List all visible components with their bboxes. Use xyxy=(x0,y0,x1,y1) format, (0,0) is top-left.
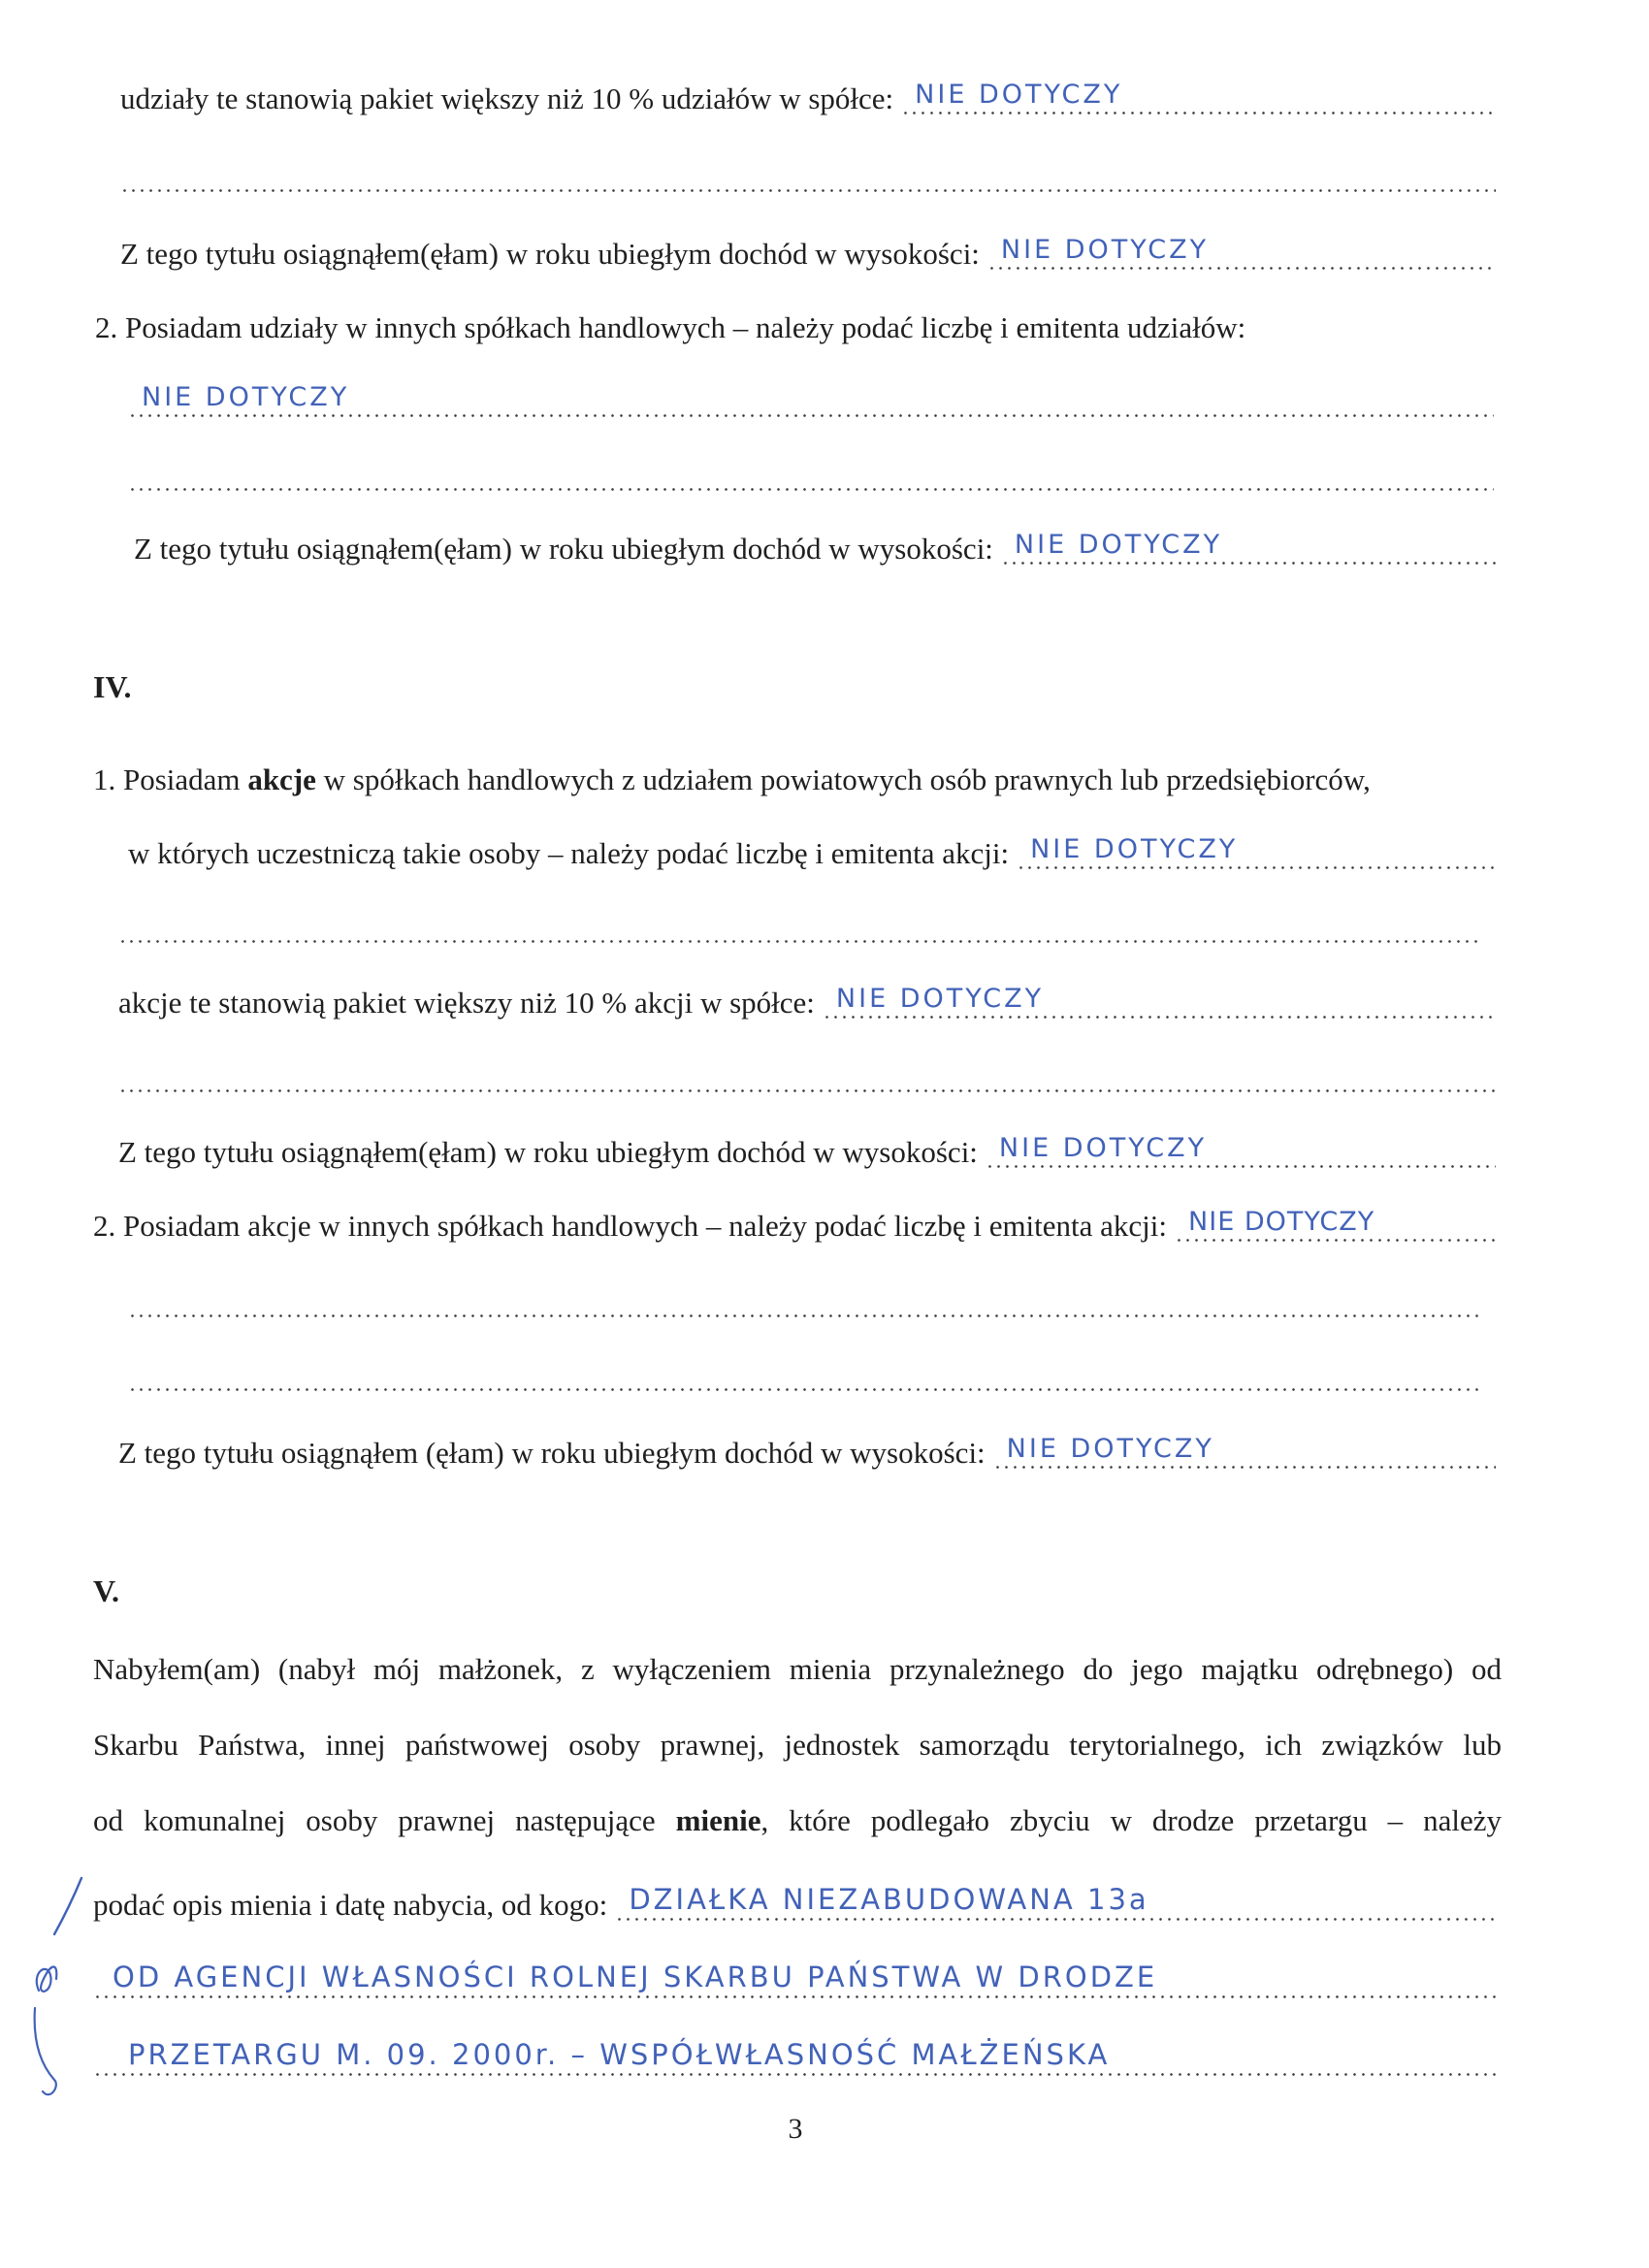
line-label: Z tego tytułu osiągnąłem(ęłam) w roku ubiegłym dochód w wysokości: xyxy=(118,1134,978,1169)
answer-line-mienie-3 xyxy=(93,2020,1496,2078)
line-label: w których uczestniczą takie osoby – należy podać liczbę i emitenta akcji: xyxy=(128,835,1010,870)
fill-line xyxy=(128,376,1494,419)
item-label: 2. Posiadam udziały w innych spółkach handlowych – należy podać liczbę i emitenta udziałów: xyxy=(95,309,1246,344)
line-label: 2. Posiadam akcje w innych spółkach handlowych – należy podać liczbę i emitenta akcji: xyxy=(93,1208,1168,1243)
handwritten-initials xyxy=(21,1872,89,2105)
fill-line xyxy=(993,1428,1496,1471)
fill-line xyxy=(120,151,1496,194)
fill-line xyxy=(118,902,1480,945)
fill-line xyxy=(93,1958,1496,2000)
fill-line xyxy=(93,2035,1496,2078)
line-label: akcje te stanowią pakiet większy niż 10 % akcji w spółce: xyxy=(118,985,815,1020)
handwritten-answer: NIE DOTYCZY xyxy=(1030,833,1239,864)
fill-line xyxy=(615,1880,1496,1923)
fill-line xyxy=(128,450,1494,493)
fill-line xyxy=(1001,524,1496,567)
section-heading-v: V. xyxy=(93,1573,119,1608)
line-opis-mienia xyxy=(93,1864,1496,1923)
handwritten-answer: OD AGENCJI WŁASNOŚCI ROLNEJ SKARBU PAŃSTWA W DRODZE xyxy=(113,1960,1158,1994)
page-number: 3 xyxy=(788,2113,803,2145)
blank-line xyxy=(128,1335,1480,1393)
line-dochod-1 xyxy=(120,213,1496,272)
item-1-akcje-line1 xyxy=(93,739,1509,797)
blank-line xyxy=(128,435,1494,493)
line-label: udziały te stanowią pakiet większy niż 10 % udziałów w spółce: xyxy=(120,81,894,115)
fill-line xyxy=(128,1277,1480,1319)
bold-term: akcje xyxy=(247,761,316,796)
handwritten-answer: NIE DOTYCZY xyxy=(142,381,350,412)
handwritten-answer: NIE DOTYCZY xyxy=(1014,529,1223,560)
blank-line xyxy=(118,1036,1496,1094)
handwritten-answer: NIE DOTYCZY xyxy=(835,983,1045,1014)
handwritten-answer: NIE DOTYCZY xyxy=(915,79,1123,110)
line-label: Z tego tytułu osiągnąłem (ęłam) w roku ubiegłym dochód w wysokości: xyxy=(118,1435,986,1470)
handwritten-answer: NIE DOTYCZY xyxy=(1000,234,1210,265)
line-label: Z tego tytułu osiągnąłem(ęłam) w roku ubiegłym dochód w wysokości: xyxy=(134,531,993,566)
blank-line xyxy=(128,1261,1480,1319)
item-2-udzialy xyxy=(95,287,1502,345)
paragraph-line: Nabyłem(am) (nabył mój małżonek, z wyłączeniem mienia przynależnego do jego majątku odrębnego) od xyxy=(93,1652,1502,1686)
line-akcje-pakiet xyxy=(118,962,1496,1021)
line-dochod-4 xyxy=(118,1412,1496,1471)
item-label: 1. Posiadam akcje w spółkach handlowych z udziałem powiatowych osób prawnych lub przedsiębiorców, xyxy=(93,761,1371,796)
section-heading-iv: IV. xyxy=(93,669,132,704)
fill-line xyxy=(901,74,1496,116)
line-dochod-2 xyxy=(134,508,1496,567)
fill-line xyxy=(128,1350,1480,1393)
handwritten-answer: NIE DOTYCZY xyxy=(1006,1433,1214,1464)
fill-line xyxy=(823,978,1496,1021)
line-udzialy-pakiet xyxy=(120,58,1496,116)
paragraph-line: od komunalnej osoby prawnej następujące mienie, które podlegało zbyciu w drodze przetargu – należy xyxy=(93,1803,1503,1837)
line-dochod-3 xyxy=(118,1112,1496,1170)
fill-line xyxy=(1017,828,1496,871)
fill-line xyxy=(987,229,1496,272)
handwritten-answer: NIE DOTYCZY xyxy=(998,1132,1208,1163)
answer-line-udzialy xyxy=(128,361,1494,419)
blank-line xyxy=(120,136,1496,194)
blank-line xyxy=(118,887,1480,945)
handwritten-answer: PRZETARGU M. 09. 2000r. – WSPÓŁWŁASNOŚĆ MAŁŻEŃSKA xyxy=(128,2038,1111,2072)
bold-term: mienie xyxy=(675,1803,761,1837)
fill-line xyxy=(1175,1201,1496,1244)
handwritten-answer: NIE DOTYCZY xyxy=(1188,1206,1375,1237)
item-1-akcje-line2 xyxy=(128,813,1496,871)
line-label: podać opis mienia i datę nabycia, od kogo: xyxy=(93,1887,608,1922)
fill-line xyxy=(118,1052,1496,1094)
answer-line-mienie-2 xyxy=(93,1942,1496,2000)
item-2-akcje xyxy=(93,1185,1496,1244)
handwritten-answer: DZIAŁKA NIEZABUDOWANA 13a xyxy=(629,1883,1149,1917)
fill-line xyxy=(986,1127,1496,1170)
paragraph-line: Skarbu Państwa, innej państwowej osoby prawnej, jednostek samorządu terytorialnego, ich związków lub xyxy=(93,1728,1502,1762)
line-label: Z tego tytułu osiągnąłem(ęłam) w roku ubiegłym dochód w wysokości: xyxy=(120,236,980,271)
